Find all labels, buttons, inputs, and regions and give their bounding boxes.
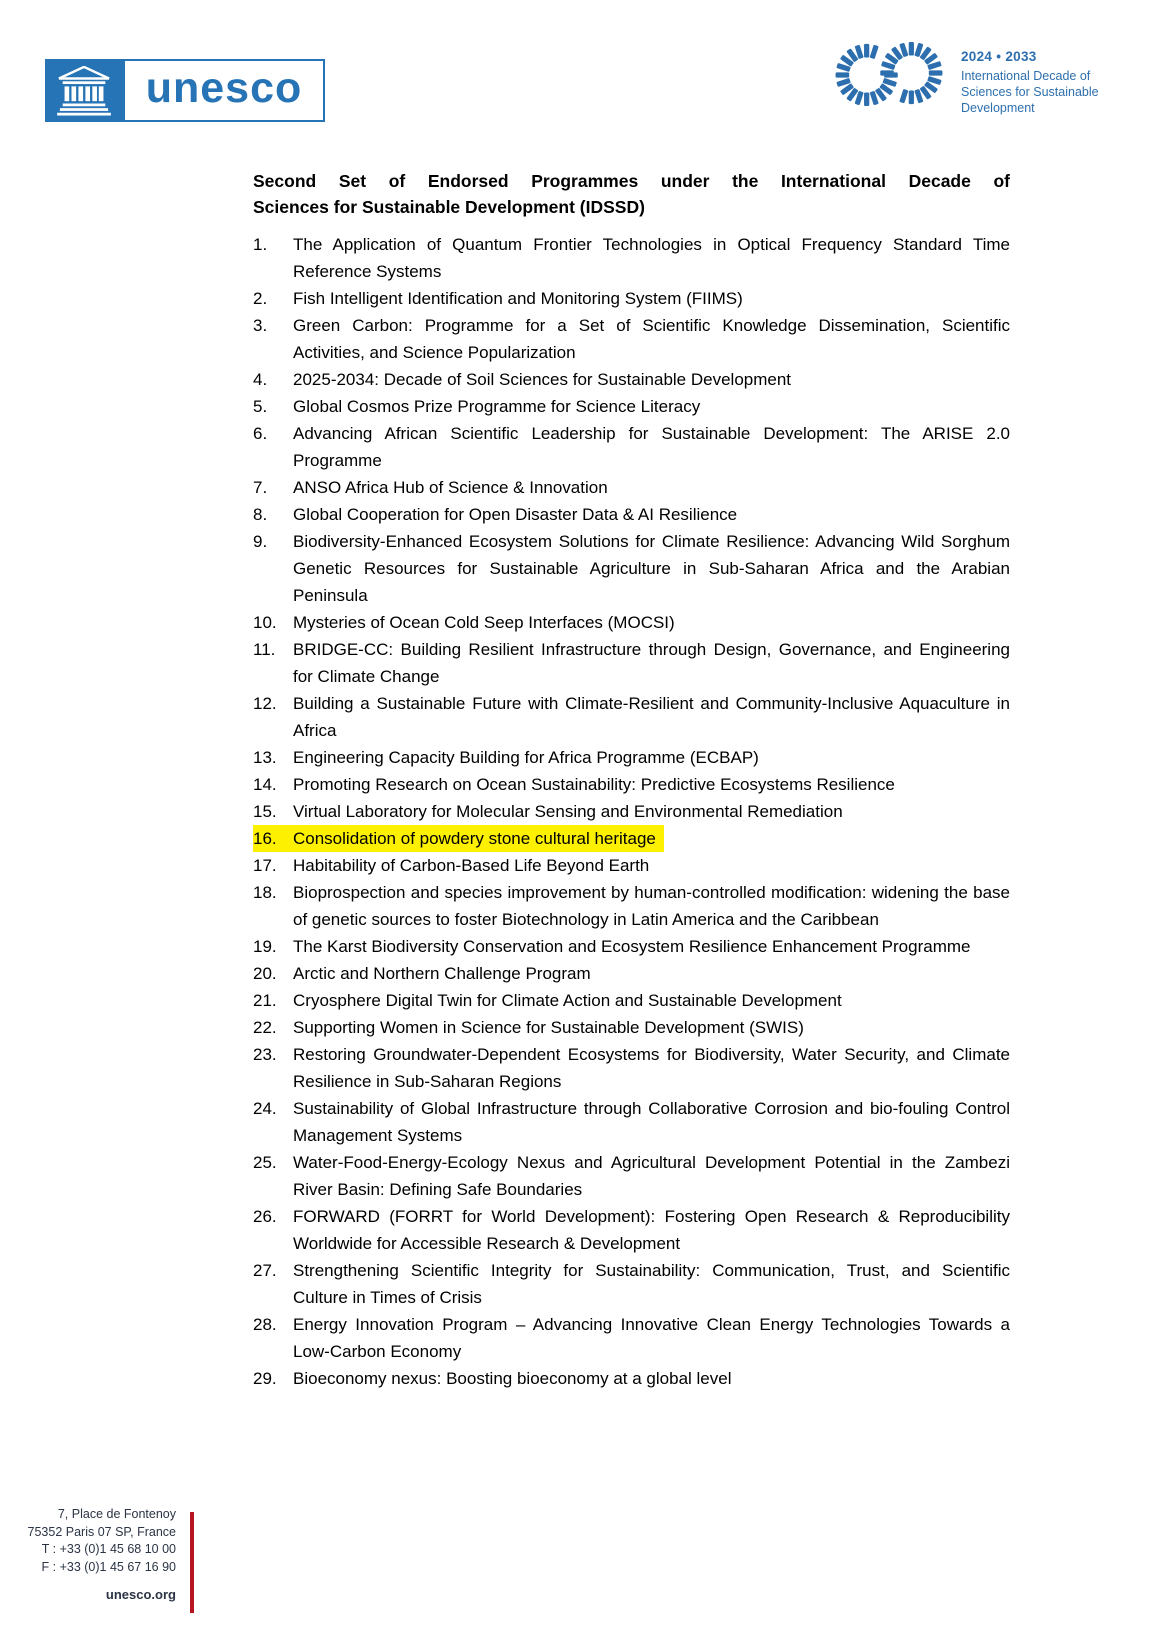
unesco-wordmark-box [123, 59, 325, 122]
page-title-line1: Second Set of Endorsed Programmes under the International Decade of [253, 171, 1010, 191]
programme-text: The Application of Quantum Frontier Technologies in Optical Frequency Standard Time Reference Systems [293, 235, 1010, 281]
programme-number: 25. [253, 1153, 277, 1172]
programme-number: 8. [253, 505, 268, 524]
programme-number: 26. [253, 1207, 277, 1226]
programme-number: 22. [253, 1018, 277, 1037]
programme-number: 5. [253, 397, 268, 416]
programme-text: Promoting Research on Ocean Sustainability: Predictive Ecosystems Resilience [293, 775, 895, 794]
programme-item [253, 744, 1010, 771]
programme-number: 20. [253, 964, 277, 983]
programme-item [253, 366, 1010, 393]
programme-item [253, 312, 1010, 366]
programme-item [253, 231, 1010, 285]
phone-line: T : +33 (0)1 45 68 10 00 [41, 1542, 176, 1556]
programme-text: Consolidation of powdery stone cultural heritage [293, 825, 664, 852]
programme-text: Arctic and Northern Challenge Program [293, 964, 591, 983]
page-title [253, 168, 1010, 220]
programme-text: ANSO Africa Hub of Science & Innovation [293, 478, 608, 497]
programme-number: 2. [253, 289, 268, 308]
programme-item-highlighted [253, 825, 1010, 852]
fax-line: F : +33 (0)1 45 67 16 90 [41, 1559, 176, 1574]
programme-number: 13. [253, 748, 277, 767]
programme-number: 10. [253, 613, 277, 632]
programme-number: 21. [253, 991, 277, 1010]
programme-text: Virtual Laboratory for Molecular Sensing and Environmental Remediation [293, 802, 843, 821]
programme-item [253, 1365, 1010, 1392]
programme-number: 29. [253, 1369, 277, 1388]
programme-item [253, 285, 1010, 312]
programme-text: Building a Sustainable Future with Climate-Resilient and Community-Inclusive Aquaculture in Africa [293, 694, 1010, 740]
unesco-wordmark: unesco [145, 63, 303, 112]
programme-number: 16. [253, 825, 293, 852]
programme-item [253, 501, 1010, 528]
programme-text: 2025-2034: Decade of Soil Sciences for Sustainable Development [293, 370, 792, 389]
footer-red-rule [190, 1512, 194, 1613]
programme-text: Advancing African Scientific Leadership for Sustainable Development: The ARISE 2.0 Programme [293, 424, 1010, 470]
programme-text: The Karst Biodiversity Conservation and Ecosystem Resilience Enhancement Programme [293, 937, 971, 956]
programme-text: Global Cooperation for Open Disaster Data & AI Resilience [293, 505, 738, 524]
programme-item [253, 609, 1010, 636]
programme-text: FORWARD (FORRT for World Development): Fostering Open Research & Reproducibility Worldwide for Accessible Research & Development [293, 1207, 1010, 1253]
programme-item [253, 879, 1010, 933]
programme-item [253, 960, 1010, 987]
website-text: unesco.org [105, 1587, 176, 1602]
footer-address [0, 1506, 176, 1604]
programme-item [253, 1257, 1010, 1311]
programme-number: 24. [253, 1099, 277, 1118]
page-title-line2: Sciences for Sustainable Development (IDSSD) [253, 197, 645, 217]
programme-text: Engineering Capacity Building for Africa Programme (ECBAP) [293, 748, 759, 767]
programme-item [253, 420, 1010, 474]
programme-number: 23. [253, 1045, 277, 1064]
programme-number: 15. [253, 802, 277, 821]
programme-number: 19. [253, 937, 277, 956]
idssd-logo [830, 40, 1099, 116]
idssd-tagline-line1: International Decade of [961, 69, 1091, 83]
programme-number: 27. [253, 1261, 277, 1280]
programme-text: Habitability of Carbon-Based Life Beyond Earth [293, 856, 650, 875]
idssd-tagline-line2: Sciences for Sustainable [961, 85, 1099, 99]
programme-item [253, 798, 1010, 825]
programme-text: Bioeconomy nexus: Boosting bioeconomy at a global level [293, 1369, 732, 1388]
programme-text: Mysteries of Ocean Cold Seep Interfaces (MOCSI) [293, 613, 675, 632]
programme-number: 1. [253, 235, 268, 254]
programme-text: BRIDGE-CC: Building Resilient Infrastructure through Design, Governance, and Engineering for Climate Change [293, 640, 1010, 686]
programme-item [253, 636, 1010, 690]
programme-number: 11. [253, 640, 276, 659]
idssd-caption [961, 40, 1099, 116]
idssd-years: 2024 • 2033 [961, 49, 1037, 64]
programme-text: Global Cosmos Prize Programme for Science Literacy [293, 397, 701, 416]
programme-text: Energy Innovation Program – Advancing Innovative Clean Energy Technologies Towards a Low-Carbon Economy [293, 1315, 1010, 1361]
unesco-emblem-icon [45, 59, 123, 122]
programme-item [253, 1095, 1010, 1149]
programme-number: 6. [253, 424, 268, 443]
programme-item [253, 1311, 1010, 1365]
programme-number: 9. [253, 532, 268, 551]
programme-text: Sustainability of Global Infrastructure through Collaborative Corrosion and bio-fouling Control Management Systems [293, 1099, 1010, 1145]
programme-item [253, 771, 1010, 798]
programme-item [253, 1149, 1010, 1203]
programme-number: 18. [253, 883, 277, 902]
programme-item [253, 1203, 1010, 1257]
programme-number: 14. [253, 775, 277, 794]
programme-item [253, 528, 1010, 609]
programme-item [253, 690, 1010, 744]
programme-number: 28. [253, 1315, 277, 1334]
programme-item [253, 852, 1010, 879]
programme-number: 3. [253, 316, 268, 335]
programme-item [253, 1041, 1010, 1095]
programme-text: Supporting Women in Science for Sustainable Development (SWIS) [293, 1018, 804, 1037]
programme-text: Green Carbon: Programme for a Set of Scientific Knowledge Dissemination, Scientific Activities, and Science Popularization [293, 316, 1010, 362]
programme-number: 4. [253, 370, 268, 389]
programme-text: Restoring Groundwater-Dependent Ecosystems for Biodiversity, Water Security, and Climate Resilience in Sub-Saharan Regions [293, 1045, 1010, 1091]
programme-item [253, 1014, 1010, 1041]
idssd-tagline-line3: Development [961, 101, 1035, 115]
programme-text: Water-Food-Energy-Ecology Nexus and Agricultural Development Potential in the Zambezi River Basin: Defining Safe Boundaries [293, 1153, 1010, 1199]
programme-text: Strengthening Scientific Integrity for Sustainability: Communication, Trust, and Scientific Culture in Times of Crisis [293, 1261, 1010, 1307]
address-line2: 75352 Paris 07 SP, France [27, 1524, 176, 1539]
programme-list [253, 231, 1010, 1392]
programme-text: Bioprospection and species improvement by human-controlled modification: widening the base of genetic sources to foster Biotechnology in Latin America and the Caribbean [293, 883, 1010, 929]
programme-item [253, 393, 1010, 420]
programme-number: 17. [253, 856, 277, 875]
programme-number: 7. [253, 478, 268, 497]
programme-number: 12. [253, 694, 277, 713]
unesco-logo [45, 59, 325, 122]
document-body [253, 168, 1010, 1392]
programme-item [253, 987, 1010, 1014]
programme-text: Biodiversity-Enhanced Ecosystem Solutions for Climate Resilience: Advancing Wild Sorghum Genetic Resources for Sustainable Agriculture in Sub-Saharan Africa and the Arabian Peninsula [293, 532, 1010, 605]
programme-item [253, 933, 1010, 960]
programme-item [253, 474, 1010, 501]
idssd-starburst-icon [830, 40, 948, 108]
programme-text: Cryosphere Digital Twin for Climate Action and Sustainable Development [293, 991, 842, 1010]
address-line1: 7, Place de Fontenoy [57, 1507, 176, 1521]
programme-text: Fish Intelligent Identification and Monitoring System (FIIMS) [293, 289, 743, 308]
